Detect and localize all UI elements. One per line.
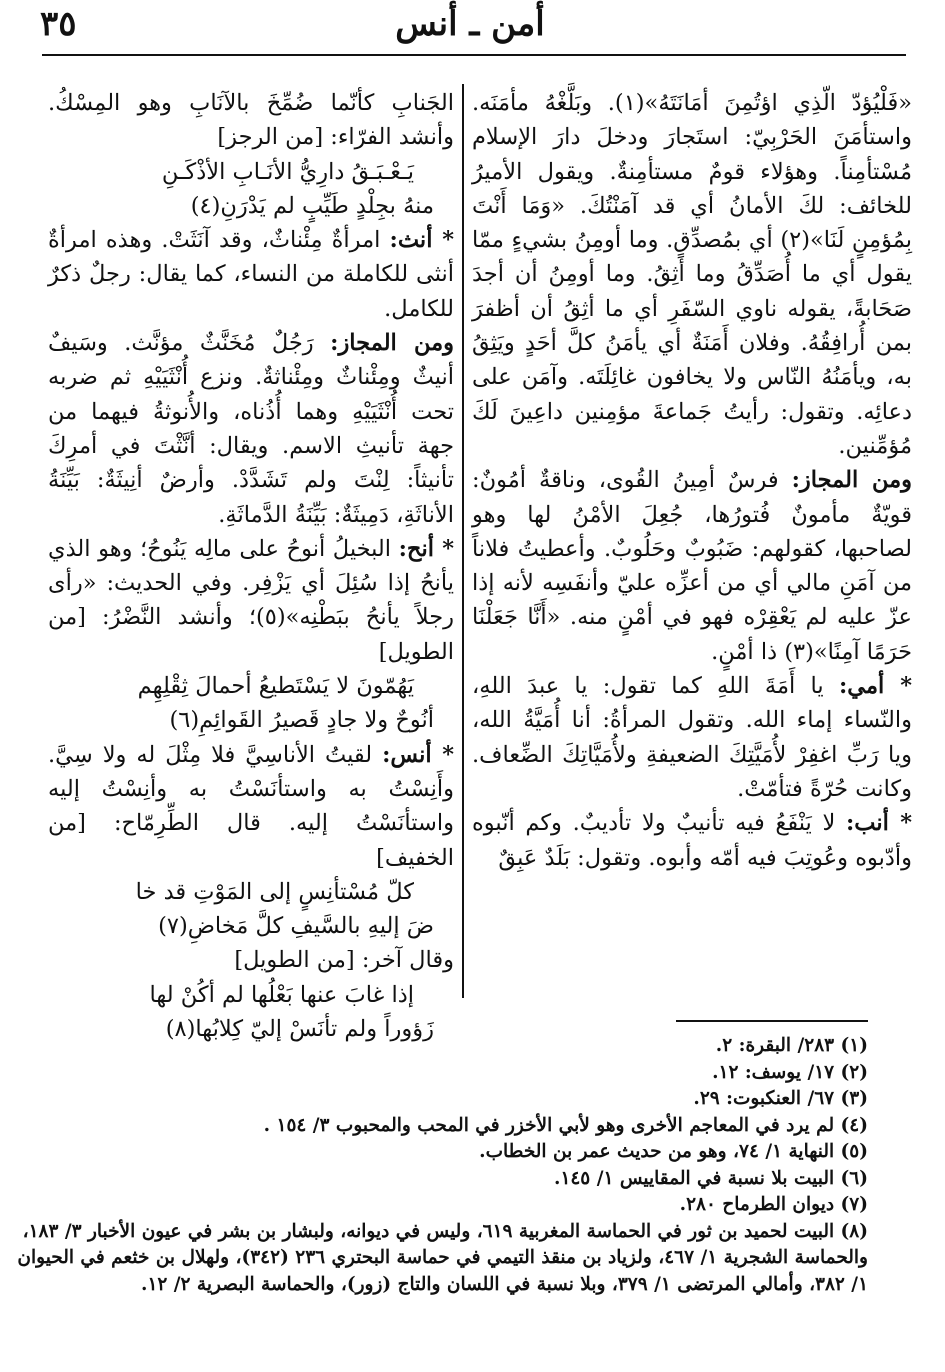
entry-text: لقيتُ الأناسِيَّ فلا مِثْلَ له ولا سِيَّ. وأَنِسْتُ به واستأنَسْتُ به وأنِسْتُ إليه واستأنَسْتُ إليه. قال الطِّرِمّاح: [48,741,454,837]
paragraph-text: وقال آخر: [361,947,454,974]
column-divider [462,84,464,998]
verse-line: أنُوحٌ ولا جادٍ قَصيرُ القَوائِمِ(٦) [169,707,434,734]
entry-headword: * أنث: [389,227,455,254]
entry [48,738,454,875]
paragraph-text: فرسٌ أمِينُ القُوى، وناقةٌ أمُونٌ: قويّةٌ مأمونٌ فُتورُها، جُعِلَ الأمْنُ لها وهو لصاحبها، كقولهم: ضَبُوبٌ وحَلُوبٌ. وأعطيتُ فلاناً من آمَنِ مالي أي من أعزِّه عليّ وأنفَسِه لأنه إذا عزّ عليه لم يَعْقِرْه فهو في أمْنٍ منه. «أَنَّا جَعَلْنَا حَرَمًا آمِنًا»(٣) ذا أمْنٍ. [472,467,912,665]
right-column [472,86,912,998]
section-heading: ومن المجاز: [791,467,913,494]
entry-text: لا يَنْفَعُ فيه تأنيبٌ ولا تأديبٌ. وكم أنّبوه وأدّبوه وعُوتِبَ فيه أمّه وأبوه. وتقول: بَلَدٌ عَبِقٌ [472,810,912,871]
entry [48,532,454,669]
paragraph-text: رَجُلٌ مُخَنَّثٌ مؤنَّث. وسَيفٌ أنيثٌ ومِئْناثٌ ومِئْناثةٌ. ونزع أُنْثَيَيْهِ ثم ضربه تحت أُنْثَيَيْهِ وهما أُذُناه، والأُنوثةُ فيهما من جهة تأنيثِ الاسم. ويقال: أنَّثْتَ في أمرِكَ تأنيثاً: لِنْتَ ولم تَشَدَّدْ. وأرضٌ أنِيثَةٌ: بَيِّنَةُ الأناثَةِ، دَمِيثَةٌ: بَيِّنَةُ الدَّماثَةِ. [48,330,454,528]
entry [472,669,912,806]
verse-line: منهُ بجِلْدٍ طَيِّبٍ لم يَدْرَنِ(٤) [190,192,434,219]
paragraph [48,86,454,155]
entry [472,806,912,875]
verse-line: ضَ إليهِ بالسَّيفِ كلَّ مَخاضِ(٧) [158,913,434,940]
entry-headword: * أنس: [382,741,455,768]
entry-headword: * أنب: [845,810,912,837]
verse-line: يَهُمّونَ لا يَسْتَطيعُ أحمالَ ثِقْلِهِم [137,673,414,700]
entry-text: يا أَمَةَ اللهِ كما تقول: يا عبدَ اللهِ، والنّساء إماء الله. وتقول المرأةُ: أنا أُمَيَّةُ الله، ويا رَبِّ اغفِرْ لأُمَيَّتِكَ الضعيفةِ ولأُمَيَّاتِكَ الضِّعاف. وكانت حُرّةً فتأمّتْ. [472,673,912,802]
footnote: (٨) البيت لحميد بن ثور في الحماسة المغربية ٦١٩، وليس في ديوانه، ولبشار بن بشر في عيون الأخبار ٣/ ١٨٣، [22,1220,868,1242]
footnote: (١) ٢٨٣/ البقرة: ٢. [715,1035,868,1056]
paragraph [472,463,912,669]
page-number: ٣٥ [40,4,77,44]
footnotes [17,1033,868,1353]
meter-label: [من الرجز] [217,124,324,151]
footnote-rule [676,1020,868,1022]
footnote: (٢) ١٧/ يوسف: ١٢. [712,1061,868,1083]
header-rule [42,54,906,56]
paragraph-text: «فَلْيُؤدّ الّذِي اؤتُمِنَ أمَانَتَهُ»(١). وبَلَّغْهُ مأمَنَه. واستأمَنَ الحَرْبِيّ: استَجارَ ودخلَ دارَ الإسلام مُسْتأمِناً. وهؤلاء قومٌ مستأمِنةٌ. ويقول الأميرُ للخائف: لكَ الأمانُ أي قد آمَنْتُكَ. «وَمَا أَنْتَ بِمُؤمِنٍ لَنَا»(٢) أي بمُصدِّقٍ. وما أومِنُ بشيءٍ ممّا يقول أي ما أُصَدِّقُ وما أثِقُ. وما أومِنُ أن أجدَ صَحَابةً، يقوله ناوي السّفَرِ أي ما أثِقُ أن أظفرَ بمن أُرافِقُهُ. وفلان أَمَنَةٌ أي يأمَنُ كلَّ أحَدٍ ويَثِقُ به، ويأمَنُهُ النّاس ولا يخافون غائِلَتَه. وآمَن على دعائِه. وتقول: رأيتُ جَماعةَ مؤمِنين داعِينَ لَكَ مُؤمِّنين. [472,90,912,459]
entry-text: البخيلُ أنوحُ على مالِه يَنُوحُ؛ وهو الذي يأنحُ إذا سُئِلَ أي يَزْفِر. وفي الحديث: «رأى رجلاً يأنحُ ببَطْنِه»(٥)؛ وأنشد النَّضْرُ: [48,535,454,631]
page-header [0,0,945,56]
footnote-continuation: والحماسة الشجرية ١/ ٤٦٧، ولزياد بن منقذ التيمي في حماسة البحتري ٢٣٦ (٣٤٢)، ولهلال بن خثعم في الحيوان [17,1247,868,1268]
verse-line: إذا غابَ عنها بَعْلُها لم أكُنْ لها [149,981,414,1008]
running-head: أمن ـ أنس [395,4,545,44]
paragraph [48,943,454,977]
footnote: (٧) ديوان الطرماح ٢٨٠. [679,1194,868,1215]
entry-headword: * أمي: [838,673,913,700]
entry-headword: * أنح: [398,535,454,562]
section-heading: ومن المجاز: [330,330,454,357]
footnote: (٦) البيت بلا نسبة في المقاييس ١/ ١٤٥. [553,1167,868,1189]
verse-line: زَؤوراً ولم تأنَسْ إليّ كِلابُها(٨) [165,1016,434,1043]
meter-label: [من الطويل] [48,604,454,665]
footnote: (٥) النهاية ١/ ٧٤، وهو من حديث عمر بن الخطاب. [479,1141,868,1162]
entry [48,223,454,326]
verse-line: كلّ مُسْتأنِسٍ إلى المَوْتِ قد خا [135,878,414,905]
footnote: (٣) ٦٧/ العنكبوت: ٢٩. [693,1088,868,1109]
footnote: (٤) لم يرد في المعاجم الأخرى وهو لأبي الأخزر في المحب والمحبوب ٣/ ١٥٤ . [263,1114,868,1136]
paragraph [472,86,912,463]
meter-label: [من الطويل] [234,947,355,974]
meter-label: [من الخفيف] [48,810,454,871]
entry-text: امرأةٌ مِئْناثٌ، وقد آنَثَتْ. وهذه امرأةٌ أنثى للكاملة من النساء، كما يقال: رجلٌ ذكرٌ للكامل. [48,227,454,322]
paragraph [48,326,454,532]
verse-line: يَـعْـبَـقُ دارِيُّ الأنَـابِ الأذْكَـنِ [161,158,414,185]
footnote-continuation: ١/ ٣٨٢، وأمالي المرتضى ١/ ٣٧٩، وبلا نسبة في اللسان والتاج (زور)، والحماسة البصرية ٢/ ١٢. [141,1273,868,1295]
paragraph-text: الجَنابِ كأنّما ضُمِّخَ بالآنَابِ وهو المِسْكُ. وأنشد الفرّاء: [48,90,454,151]
left-column [48,86,455,1043]
